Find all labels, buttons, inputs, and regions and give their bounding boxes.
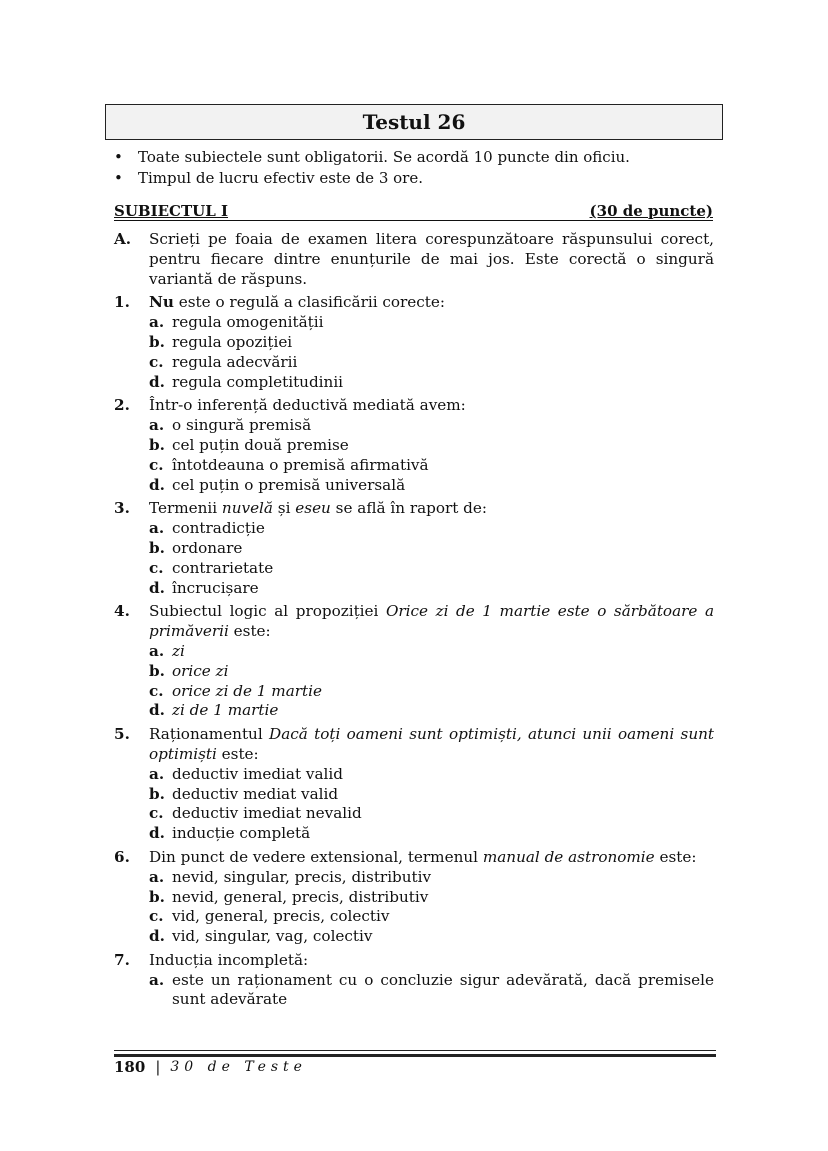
option: d. inducție completă [149, 824, 311, 843]
option: d. regula completitudinii [149, 372, 344, 391]
subject-heading [114, 200, 713, 221]
question-number: 2. [114, 396, 130, 415]
option: a. regula omogenității [149, 313, 324, 332]
option: b. orice zi [149, 661, 229, 680]
question-3 [114, 499, 714, 598]
footer-divider-thick [114, 1054, 716, 1057]
test-title: Testul 26 [105, 104, 723, 140]
instructions-list [114, 147, 724, 189]
question-number: 1. [114, 293, 130, 312]
question-6 [114, 848, 714, 947]
option: c. regula adecvării [149, 352, 298, 371]
option: c. întotdeauna o premisă afirmativă [149, 455, 429, 474]
option: d. vid, singular, vag, colectiv [149, 927, 373, 946]
page-footer [114, 1058, 307, 1076]
option: b. cel puțin două premise [149, 435, 349, 454]
option: b. regula opoziției [149, 332, 293, 351]
question-stem: Inducția incompletă: [149, 950, 309, 969]
option: a. contradicție [149, 519, 265, 538]
question-2 [114, 396, 714, 495]
question-stem: Raționamentul Dacă toți oameni sunt optimiști, atunci unii oameni sunt optimiști este: [149, 725, 714, 763]
footer-divider [114, 1050, 716, 1051]
option: d. încrucișare [149, 578, 259, 597]
question-4 [114, 602, 714, 721]
question-number: 7. [114, 950, 130, 969]
question-number: 5. [114, 725, 130, 744]
question-number: 4. [114, 602, 130, 621]
page-number: 180 [114, 1058, 146, 1076]
intro-text: Scrieți pe foaia de examen litera corespunzătoare răspunsului corect, pentru fiecare dintre enunțurile de mai jos. Este corectă o singură variantă de răspuns. [149, 230, 714, 288]
option: a. zi [149, 641, 185, 660]
question-stem: Subiectul logic al propoziției Orice zi de 1 martie este o sărbătoare a primăverii este: [149, 602, 714, 641]
option: c. orice zi de 1 martie [149, 681, 322, 700]
intro-label: A. [114, 230, 132, 248]
option: c. deductiv imediat nevalid [149, 804, 362, 823]
option: b. ordonare [149, 538, 243, 557]
question-stem: Nu este o regulă a clasificării corecte: [149, 293, 445, 312]
option: d. cel puțin o premisă universală [149, 475, 406, 494]
question-number: 6. [114, 847, 130, 866]
question-stem: Într-o inferență deductivă mediată avem: [149, 396, 466, 415]
question-5 [114, 725, 714, 844]
question-stem: Din punct de vedere extensional, termenul manual de astronomie este: [149, 847, 697, 866]
bullet-icon: • [114, 148, 123, 166]
option: c. vid, general, precis, colectiv [149, 907, 390, 926]
option: c. contrarietate [149, 558, 274, 577]
subject-points: (30 de puncte) [589, 202, 713, 220]
question-number: 3. [114, 499, 130, 518]
subject-name: SUBIECTUL I [114, 202, 229, 220]
option: d. zi de 1 martie [149, 701, 279, 720]
book-title: 30 de Teste [170, 1059, 307, 1075]
question-stem: Termenii nuvelă și eseu se află în raport de: [149, 499, 488, 518]
option: a. o singură premisă [149, 416, 312, 435]
intro-block [114, 230, 714, 289]
instruction-item: • Toate subiectele sunt obligatorii. Se acordă 10 puncte din oficiu. [114, 148, 630, 166]
option: b. nevid, general, precis, distributiv [149, 887, 429, 906]
bullet-icon: • [114, 169, 123, 187]
question-7 [114, 951, 714, 1010]
option: a. deductiv imediat valid [149, 764, 343, 783]
option: b. deductiv mediat valid [149, 784, 339, 803]
option: a. este un raționament cu o concluzie sigur adevărată, dacă premisele sunt adevărate [149, 970, 714, 1009]
option: a. nevid, singular, precis, distributiv [149, 867, 432, 886]
instruction-item: • Timpul de lucru efectiv este de 3 ore. [114, 169, 423, 187]
question-1 [114, 293, 714, 392]
questions-area [114, 230, 714, 1014]
footer-separator: | [155, 1058, 161, 1076]
